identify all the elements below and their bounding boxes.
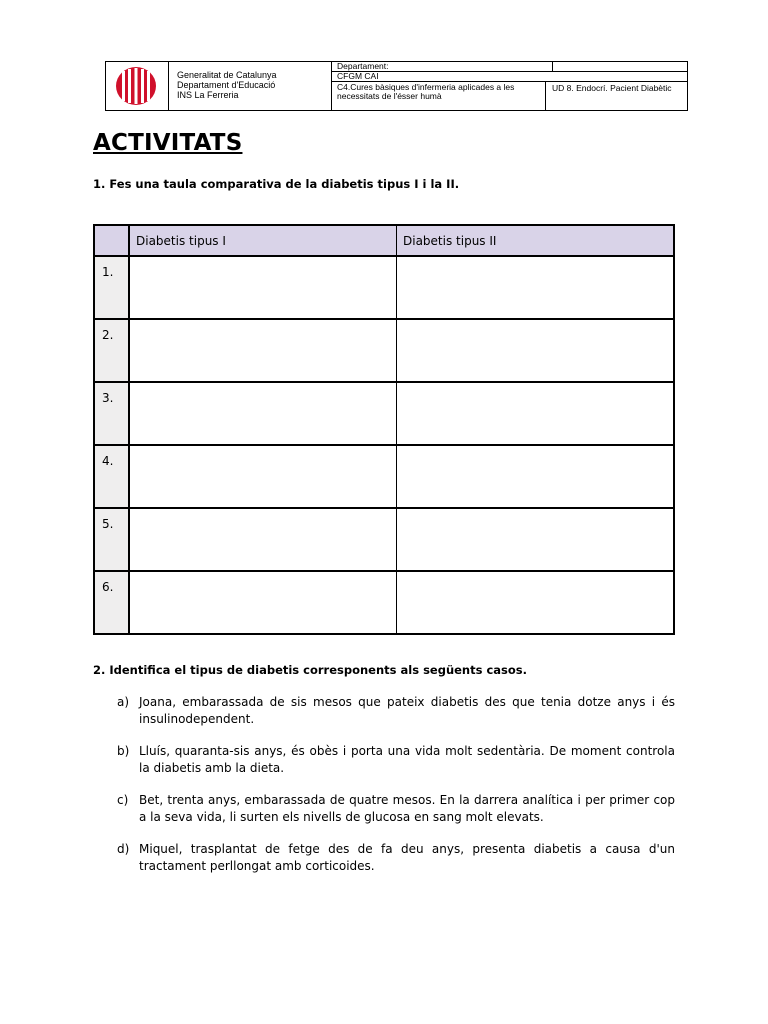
type2-cell[interactable] <box>397 319 675 382</box>
type2-cell[interactable] <box>397 508 675 571</box>
header-info <box>331 62 687 110</box>
generalitat-stripes-icon <box>114 65 158 107</box>
case-label: d) <box>117 842 130 856</box>
table-row <box>94 508 674 571</box>
course-label: CFGM CAI <box>337 71 379 81</box>
type1-cell[interactable] <box>129 382 397 445</box>
comparison-table <box>93 224 675 635</box>
row-number: 1. <box>94 256 129 319</box>
type1-cell[interactable] <box>129 319 397 382</box>
type1-cell[interactable] <box>129 508 397 571</box>
type2-cell[interactable] <box>397 382 675 445</box>
case-text: Joana, embarassada de sis mesos que pateix diabetis des que tenia dotze anys i és insulinodependent. <box>139 695 675 726</box>
institution-line-2: Departament d'Educació <box>177 80 276 90</box>
institution-line-1: Generalitat de Catalunya <box>177 70 277 80</box>
row-number: 6. <box>94 571 129 634</box>
case-label: a) <box>117 695 130 709</box>
course-row <box>331 72 687 82</box>
row-number: 2. <box>94 319 129 382</box>
table-row <box>94 319 674 382</box>
table-row <box>94 256 674 319</box>
list-item <box>117 841 675 875</box>
list-item <box>117 694 675 728</box>
case-text: Bet, trenta anys, embarassada de quatre mesos. En la darrera analítica i per primer cop a la seva vida, li surten els nivells de glucosa en sang molt elevats. <box>139 793 675 824</box>
row-number: 5. <box>94 508 129 571</box>
type1-cell[interactable] <box>129 256 397 319</box>
type2-cell[interactable] <box>397 571 675 634</box>
case-label: b) <box>117 744 130 758</box>
question-2: 2. Identifica el tipus de diabetis corresponents als següents casos. <box>93 663 527 677</box>
case-text: Miquel, trasplantat de fetge des de fa deu anys, presenta diabetis a causa d'un tractament perllongat amb corticoides. <box>139 842 675 873</box>
table-row <box>94 445 674 508</box>
department-label: Departament: <box>337 61 389 71</box>
row-number: 4. <box>94 445 129 508</box>
unit-label: UD 8. Endocrí. Pacient Diabètic <box>552 83 672 93</box>
page-title: ACTIVITATS <box>93 130 243 156</box>
type2-cell[interactable] <box>397 445 675 508</box>
institution-line-3: INS La Ferreria <box>177 90 239 100</box>
list-item <box>117 743 675 777</box>
case-label: c) <box>117 793 129 807</box>
case-list <box>117 694 675 890</box>
table-header-type2: Diabetis tipus II <box>397 225 675 256</box>
table-row <box>94 571 674 634</box>
institution-cell <box>168 62 332 110</box>
module-cell <box>331 82 546 110</box>
table-header-corner <box>94 225 129 256</box>
institution-text <box>177 70 277 100</box>
table-row <box>94 382 674 445</box>
row-number: 3. <box>94 382 129 445</box>
type1-cell[interactable] <box>129 571 397 634</box>
case-text: Lluís, quaranta-sis anys, és obès i porta una vida molt sedentària. De moment controla la diabetis amb la dieta. <box>139 744 675 775</box>
question-1: 1. Fes una taula comparativa de la diabetis tipus I i la II. <box>93 177 460 191</box>
table-header-type1: Diabetis tipus I <box>129 225 397 256</box>
department-label-cell <box>331 62 553 71</box>
department-row <box>331 62 687 72</box>
table-header-row <box>94 225 674 256</box>
module-label: C4.Cures bàsiques d'infermeria aplicades a les necessitats de l'ésser humà <box>337 82 515 101</box>
document-header <box>105 61 688 111</box>
type1-cell[interactable] <box>129 445 397 508</box>
logo-cell <box>106 62 169 110</box>
list-item <box>117 792 675 826</box>
type2-cell[interactable] <box>397 256 675 319</box>
